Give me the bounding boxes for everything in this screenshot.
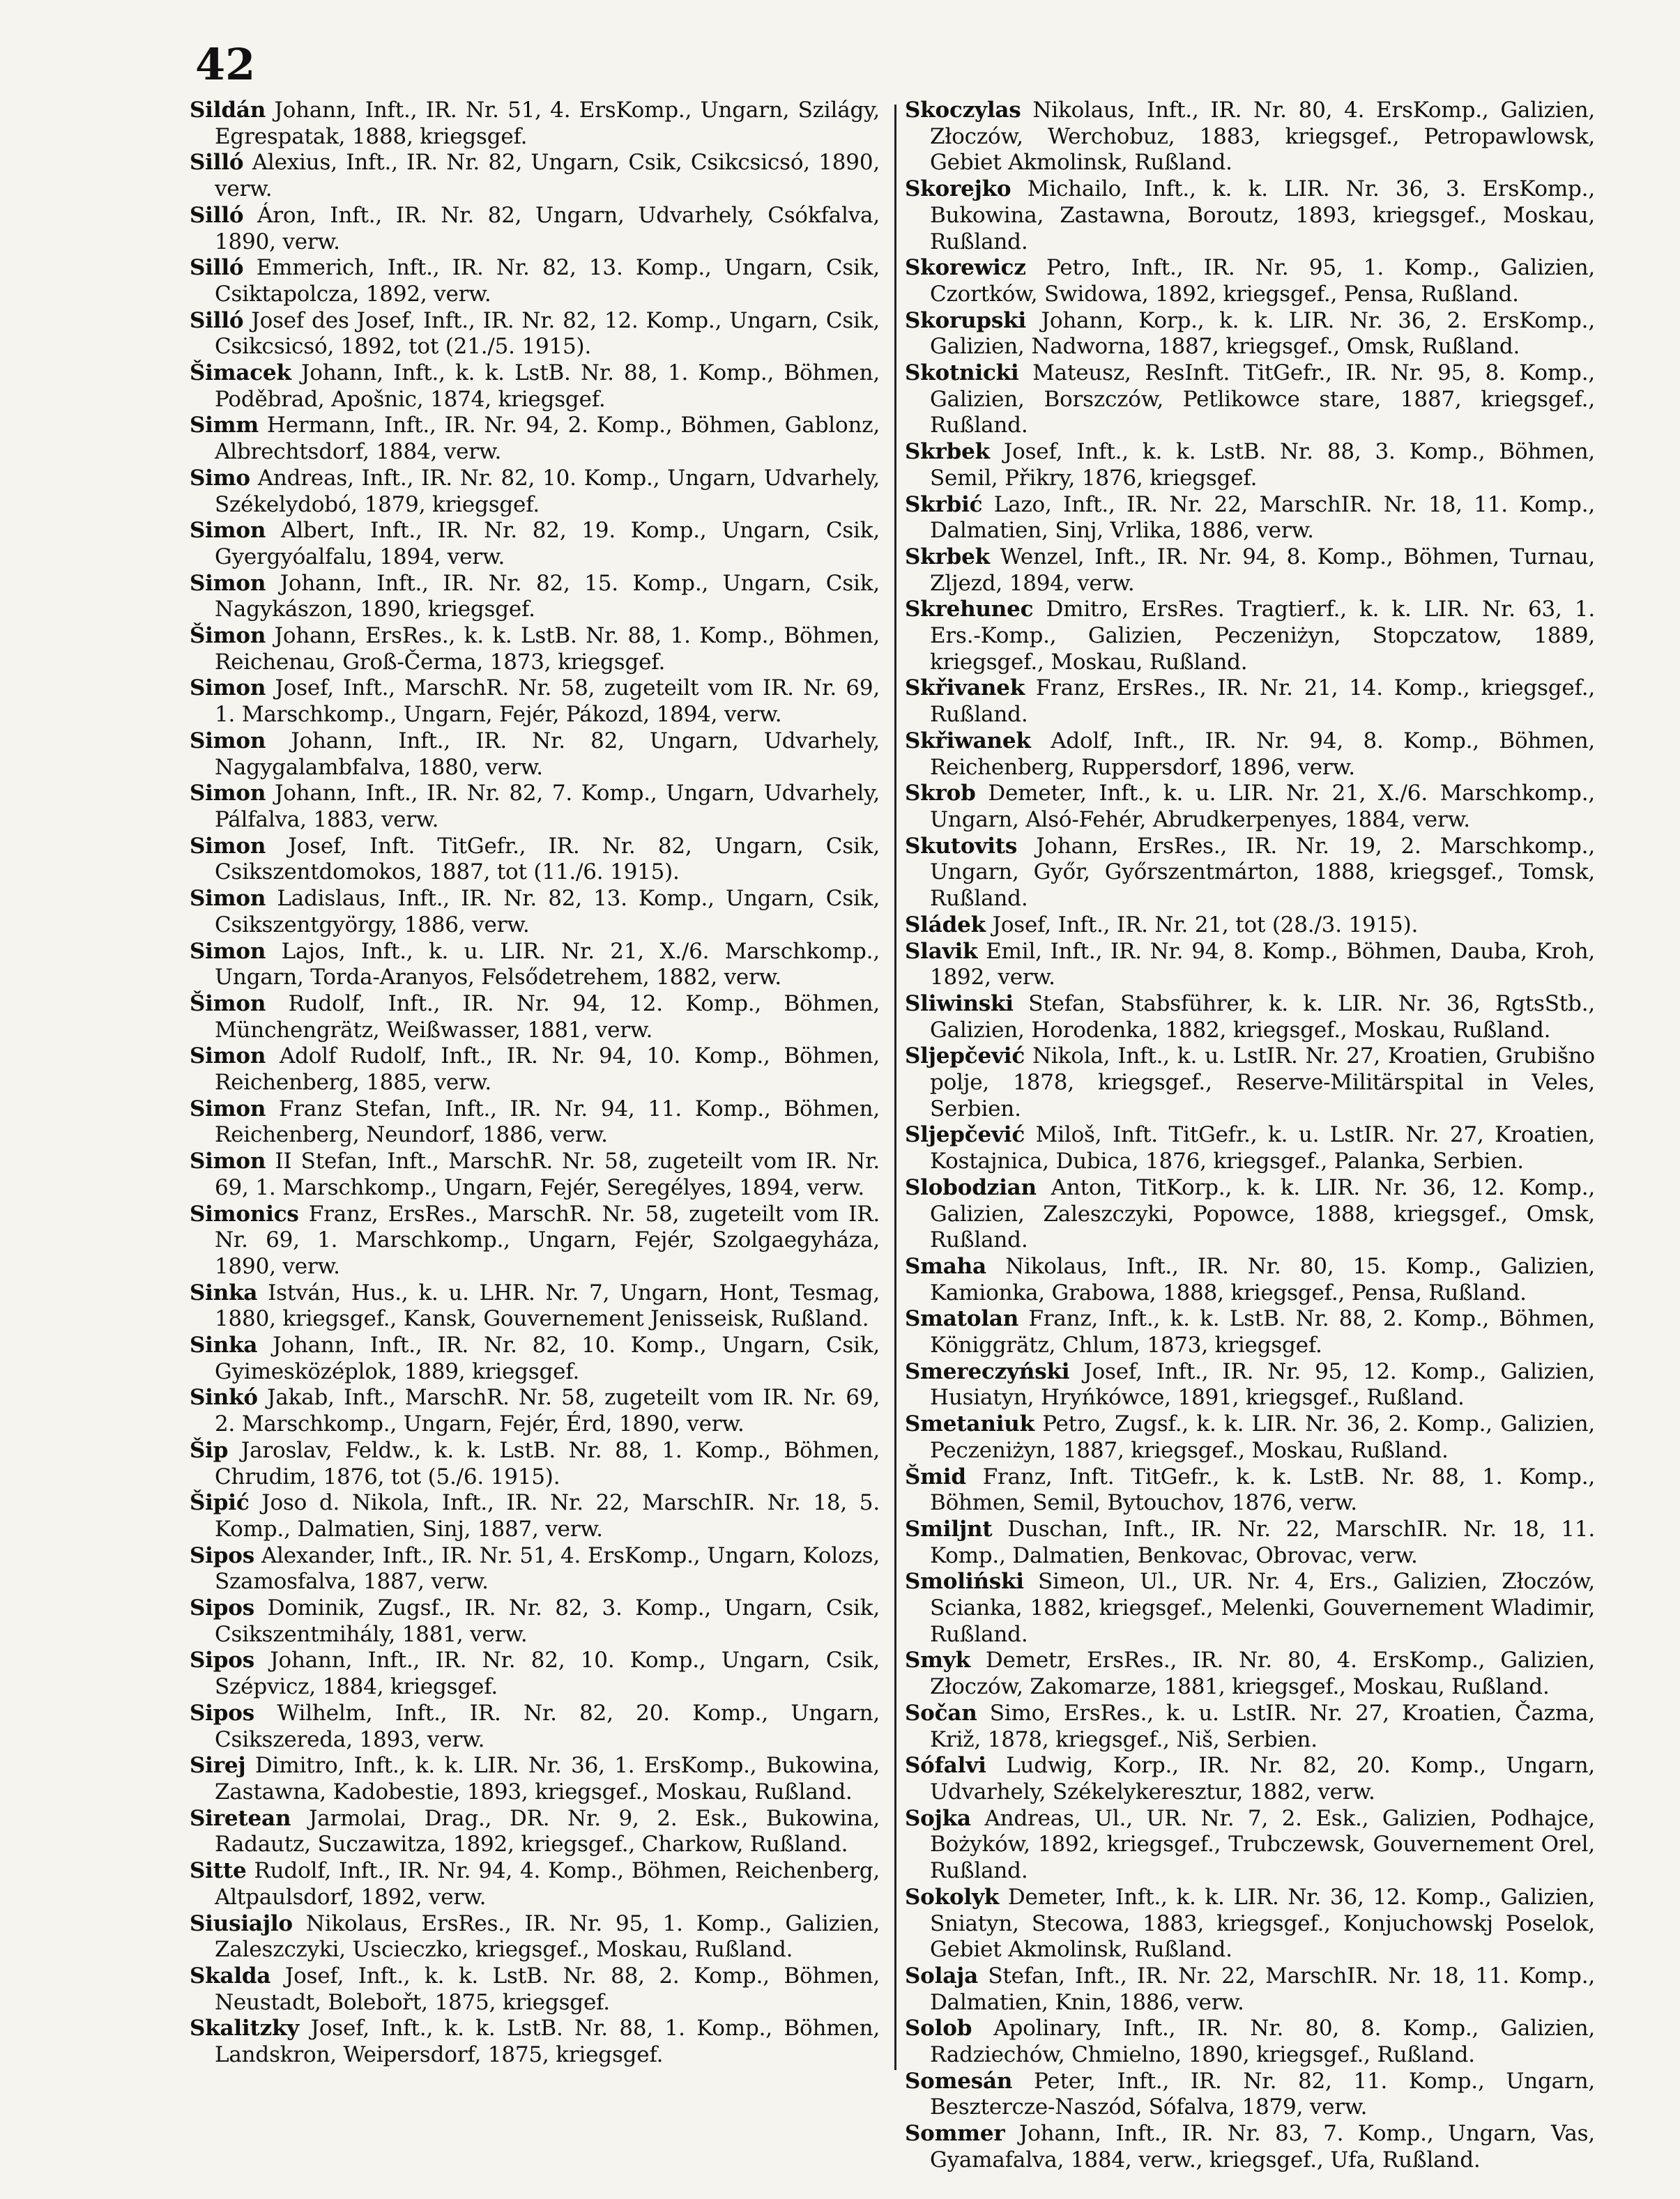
list-entry xyxy=(905,98,1595,176)
list-entry xyxy=(190,1595,880,1648)
list-entry xyxy=(190,1543,880,1595)
entry-surname: Sljepčević xyxy=(905,1043,1025,1069)
entry-surname: Simo xyxy=(190,465,250,491)
entry-details: Dmitro, ErsRes. Tragtierf., k. k. LIR. Nr. 63, 1. Ers.-Komp., Galizien, Peczeniżyn, Stopczatow, 1889, kriegsgef., Moskau, Rußland. xyxy=(930,597,1595,675)
entry-details: Josef des Josef, Inft., IR. Nr. 82, 12. Komp., Ungarn, Csik, Csikcsicsó, 1892, tot (21./5. 1915). xyxy=(215,307,880,360)
entry-details: Josef, Inft., k. k. LstB. Nr. 88, 2. Komp., Böhmen, Neustadt, Bolebořt, 1875, kriegsgef. xyxy=(215,1963,880,2015)
entry-details: Miloš, Inft. TitGefr., k. u. LstIR. Nr. 27, Kroatien, Kostajnica, Dubica, 1876, kriegsgef., Palanka, Serbien. xyxy=(930,1122,1595,1174)
entry-surname: Sirej xyxy=(190,1753,246,1779)
list-entry xyxy=(905,255,1595,307)
entry-surname: Simon xyxy=(190,886,266,912)
entry-surname: Simon xyxy=(190,675,266,701)
entry-surname: Silló xyxy=(190,150,244,176)
entry-surname: Sinka xyxy=(190,1280,258,1305)
entry-details: Johann, Inft., IR. Nr. 82, 10. Komp., Ungarn, Csik, Gyimesközéplok, 1889, kriegsgef. xyxy=(215,1333,880,1384)
entry-surname: Sófalvi xyxy=(905,1753,986,1779)
entry-details: Johann, Inft., IR. Nr. 82, Ungarn, Udvarhely, Nagygalambfalva, 1880, verw. xyxy=(215,728,880,780)
list-entry xyxy=(905,1569,1595,1648)
entry-details: Adolf, Inft., IR. Nr. 94, 8. Komp., Böhmen, Reichenberg, Ruppersdorf, 1896, verw. xyxy=(930,728,1595,780)
entry-details: Dominik, Zugsf., IR. Nr. 82, 3. Komp., Ungarn, Csik, Csikszentmihály, 1881, verw. xyxy=(215,1595,880,1647)
list-entry xyxy=(905,939,1595,991)
entry-surname: Sládek xyxy=(905,912,986,937)
list-entry xyxy=(905,1464,1595,1517)
entry-details: Josef, Inft. TitGefr., IR. Nr. 82, Ungarn, Csik, Csikszentdomokos, 1887, tot (11./6. 1915). xyxy=(215,833,880,885)
entry-details: Apolinary, Inft., IR. Nr. 80, 8. Komp., Galizien, Radziechów, Chmielno, 1890, kriegsgef., Rußland. xyxy=(930,2016,1595,2068)
entry-details: Mateusz, ResInft. TitGefr., IR. Nr. 95, 8. Komp., Galizien, Borszczów, Petlikowce stare, 1887, kriegsgef., Rußland. xyxy=(930,360,1595,438)
list-entry xyxy=(190,1753,880,1805)
entry-details: Johann, Inft., IR. Nr. 51, 4. ErsKomp., Ungarn, Szilágy, Egrespatak, 1888, kriegsgef. xyxy=(215,98,880,149)
entry-details: Ludwig, Korp., IR. Nr. 82, 20. Komp., Ungarn, Udvarhely, Székelykeresztur, 1882, verw. xyxy=(930,1753,1595,1805)
entry-surname: Šmid xyxy=(905,1464,966,1489)
entry-details: Lazo, Inft., IR. Nr. 22, MarschIR. Nr. 18, 11. Komp., Dalmatien, Sinj, Vrlika, 1886, verw. xyxy=(930,491,1596,544)
entry-details: Johann, ErsRes., k. k. LstB. Nr. 88, 1. Komp., Böhmen, Reichenau, Groß-Čerma, 1873, kriegsgef. xyxy=(215,623,880,675)
entry-surname: Šimacek xyxy=(190,360,291,386)
list-entry xyxy=(190,255,880,307)
entry-surname: Simon xyxy=(190,728,266,753)
list-entry xyxy=(905,1043,1595,1122)
list-entry xyxy=(190,623,880,675)
list-entry xyxy=(905,1701,1595,1753)
list-entry xyxy=(190,360,880,413)
entry-details: Josef, Inft., k. k. LstB. Nr. 88, 1. Komp., Böhmen, Landskron, Weipersdorf, 1875, kriegsgef. xyxy=(215,2016,880,2068)
list-entry xyxy=(190,203,880,255)
entry-surname: Sipos xyxy=(190,1595,254,1621)
list-entry xyxy=(190,1963,880,2016)
entry-details: Joso d. Nikola, Inft., IR. Nr. 22, MarschIR. Nr. 18, 5. Komp., Dalmatien, Sinj, 1887, verw. xyxy=(215,1490,880,1542)
left-column xyxy=(190,98,880,2069)
entry-details: Jaroslav, Feldw., k. k. LstB. Nr. 88, 1. Komp., Böhmen, Chrudim, 1876, tot (5./6. 1915). xyxy=(215,1437,880,1489)
list-entry xyxy=(905,597,1595,675)
list-entry xyxy=(905,308,1595,360)
entry-details: Johann, Inft., IR. Nr. 82, 7. Komp., Ungarn, Udvarhely, Pálfalva, 1883, verw. xyxy=(215,781,880,832)
entry-surname: Siretean xyxy=(190,1805,291,1831)
list-entry xyxy=(905,991,1595,1043)
list-entry xyxy=(905,1122,1595,1174)
entry-surname: Smatolan xyxy=(905,1306,1019,1332)
entry-details: Franz, Inft., k. k. LstB. Nr. 88, 2. Komp., Böhmen, Königgrätz, Chlum, 1873, kriegsgef. xyxy=(930,1306,1596,1358)
entry-surname: Simon xyxy=(190,518,266,544)
entry-surname: Smaha xyxy=(905,1253,986,1279)
entry-surname: Skorewicz xyxy=(905,255,1026,281)
entry-surname: Silló xyxy=(190,202,244,228)
entry-surname: Somesán xyxy=(905,2068,1013,2094)
entry-surname: Smiljnt xyxy=(905,1516,993,1542)
entry-surname: Simm xyxy=(190,413,259,438)
list-entry xyxy=(905,1648,1595,1700)
entry-details: Jakab, Inft., MarschR. Nr. 58, zugeteilt vom IR. Nr. 69, 2. Marschkomp., Ungarn, Fejér, Érd, 1890, verw. xyxy=(215,1385,880,1437)
entry-details: Alexius, Inft., IR. Nr. 82, Ungarn, Csik, Csikcsicsó, 1890, verw. xyxy=(215,150,880,202)
entry-surname: Sipos xyxy=(190,1700,254,1726)
list-entry xyxy=(190,518,880,570)
list-entry xyxy=(190,150,880,202)
list-entry xyxy=(190,675,880,728)
entry-details: Johann, Inft., IR. Nr. 82, 10. Komp., Ungarn, Csik, Szépvicz, 1884, kriegsgef. xyxy=(215,1648,880,1700)
entry-details: Hermann, Inft., IR. Nr. 94, 2. Komp., Böhmen, Gablonz, Albrechtsdorf, 1884, verw. xyxy=(215,413,880,465)
entry-surname: Siusiajlo xyxy=(190,1910,293,1936)
entry-surname: Sočan xyxy=(905,1700,977,1726)
entry-surname: Solaja xyxy=(905,1963,979,1989)
entry-details: Ladislaus, Inft., IR. Nr. 82, 13. Komp., Ungarn, Csik, Csikszentgyörgy, 1886, verw. xyxy=(215,886,880,937)
entry-surname: Sipos xyxy=(190,1542,254,1568)
entry-details: Nikola, Inft., k. u. LstIR. Nr. 27, Kroatien, Grubišno polje, 1878, kriegsgef., Reserve-Militärspital in Veles, Serbien. xyxy=(930,1043,1596,1121)
list-entry xyxy=(190,1911,880,1963)
entry-surname: Skrbek xyxy=(905,544,990,569)
entry-details: Franz, ErsRes., IR. Nr. 21, 14. Komp., kriegsgef., Rußland. xyxy=(930,675,1595,728)
entry-surname: Skotnicki xyxy=(905,360,1019,386)
list-entry xyxy=(905,728,1595,781)
list-entry xyxy=(190,466,880,518)
column-divider xyxy=(894,105,896,2070)
entry-details: Josef, Inft., k. k. LstB. Nr. 88, 3. Komp., Böhmen, Semil, Přikry, 1876, kriegsgef. xyxy=(930,439,1596,491)
list-entry xyxy=(905,1359,1595,1411)
entry-details: Simeon, Ul., UR. Nr. 4, Ers., Galizien, Złoczów, Scianka, 1882, kriegsgef., Melenki, Gouvernement Wladimir, Rußland. xyxy=(930,1569,1596,1647)
list-entry xyxy=(190,1043,880,1096)
entry-details: Rudolf, Inft., IR. Nr. 94, 4. Komp., Böhmen, Reichenberg, Altpaulsdorf, 1892, verw. xyxy=(215,1858,880,1910)
right-column xyxy=(905,98,1595,2174)
list-entry xyxy=(905,781,1595,833)
entry-details: Jarmolai, Drag., DR. Nr. 9, 2. Esk., Bukowina, Radautz, Suczawitza, 1892, kriegsgef., Charkow, Rußland. xyxy=(215,1805,880,1857)
entry-surname: Sojka xyxy=(905,1805,971,1831)
entry-details: Alexander, Inft., IR. Nr. 51, 4. ErsKomp., Ungarn, Kolozs, Szamosfalva, 1887, verw. xyxy=(215,1542,880,1595)
entry-details: Josef, Inft., IR. Nr. 21, tot (28./3. 1915). xyxy=(992,912,1419,937)
entry-details: Demeter, Inft., k. u. LIR. Nr. 21, X./6. Marschkomp., Ungarn, Alsó-Fehér, Abrudkerpenyes, 1884, verw. xyxy=(930,781,1596,832)
list-entry xyxy=(905,176,1595,255)
entry-surname: Šimon xyxy=(190,990,266,1016)
entry-surname: Skutovits xyxy=(905,833,1018,859)
entry-details: Wenzel, Inft., IR. Nr. 94, 8. Komp., Böhmen, Turnau, Zljezd, 1894, verw. xyxy=(930,544,1595,596)
entry-details: Franz Stefan, Inft., IR. Nr. 94, 11. Komp., Böhmen, Reichenberg, Neundorf, 1886, verw. xyxy=(215,1096,880,1148)
entry-surname: Skalda xyxy=(190,1963,271,1989)
entry-surname: Simon xyxy=(190,833,266,859)
list-entry xyxy=(190,834,880,886)
list-entry xyxy=(190,1096,880,1149)
entry-surname: Sipos xyxy=(190,1648,254,1673)
entry-surname: Šip xyxy=(190,1437,229,1463)
entry-surname: Sljepčević xyxy=(905,1122,1025,1148)
entry-details: Johann, ErsRes., IR. Nr. 19, 2. Marschkomp., Ungarn, Győr, Győrszentmárton, 1888, kriegsgef., Tomsk, Rußland. xyxy=(930,833,1595,912)
list-entry xyxy=(190,781,880,833)
entry-surname: Skrbić xyxy=(905,491,983,517)
list-entry xyxy=(190,1701,880,1753)
entry-surname: Smyk xyxy=(905,1648,970,1673)
entry-details: Wilhelm, Inft., IR. Nr. 82, 20. Komp., Ungarn, Csikszereda, 1893, verw. xyxy=(215,1700,880,1752)
list-entry xyxy=(190,1438,880,1490)
entry-details: Adolf Rudolf, Inft., IR. Nr. 94, 10. Komp., Böhmen, Reichenberg, 1885, verw. xyxy=(215,1043,880,1096)
entry-surname: Smoliński xyxy=(905,1569,1024,1595)
entry-surname: Simon xyxy=(190,570,266,596)
entry-surname: Sliwinski xyxy=(905,990,1014,1016)
entry-details: Andreas, Inft., IR. Nr. 82, 10. Komp., Ungarn, Udvarhely, Székelydobó, 1879, kriegsgef. xyxy=(215,465,880,517)
entry-details: István, Hus., k. u. LHR. Nr. 7, Ungarn, Hont, Tesmag, 1880, kriegsgef., Kansk, Gouvernement Jenisseisk, Rußland. xyxy=(215,1280,880,1332)
entry-surname: Skrehunec xyxy=(905,597,1034,622)
entry-details: Johann, Inft., IR. Nr. 82, 15. Komp., Ungarn, Csik, Nagykászon, 1890, kriegsgef. xyxy=(215,570,880,622)
entry-surname: Simonics xyxy=(190,1201,299,1227)
entry-surname: Skalitzky xyxy=(190,2016,300,2041)
entry-details: Johann, Korp., k. k. LIR. Nr. 36, 2. ErsKomp., Galizien, Nadworna, 1887, kriegsgef., Omsk, Rußland. xyxy=(930,307,1595,360)
list-entry xyxy=(190,1202,880,1280)
list-entry xyxy=(905,544,1595,597)
list-entry xyxy=(190,571,880,623)
entry-details: Michailo, Inft., k. k. LIR. Nr. 36, 3. ErsKomp., Bukowina, Zastawna, Boroutz, 1893, kriegsgef., Moskau, Rußland. xyxy=(930,176,1595,254)
entry-surname: Šimon xyxy=(190,623,266,649)
entry-surname: Sinkó xyxy=(190,1385,258,1411)
list-entry xyxy=(190,991,880,1043)
entry-details: Petro, Inft., IR. Nr. 95, 1. Komp., Galizien, Czortków, Swidowa, 1892, kriegsgef., Pensa, Rußland. xyxy=(930,255,1595,307)
list-entry xyxy=(905,492,1595,544)
entry-details: Franz, ErsRes., MarschR. Nr. 58, zugeteilt vom IR. Nr. 69, 1. Marschkomp., Ungarn, Fejér, Szolgaegyháza, 1890, verw. xyxy=(215,1201,880,1279)
entry-surname: Slavik xyxy=(905,938,978,964)
list-entry xyxy=(905,1753,1595,1805)
list-entry xyxy=(905,1175,1595,1254)
entry-surname: Simon xyxy=(190,938,266,964)
entry-details: Petro, Zugsf., k. k. LIR. Nr. 36, 2. Komp., Galizien, Peczeniżyn, 1887, kriegsgef., Moskau, Rußland. xyxy=(930,1411,1595,1463)
entry-details: Nikolaus, Inft., IR. Nr. 80, 4. ErsKomp., Galizien, Złoczów, Werchobuz, 1883, kriegsgef., Petropawlowsk, Gebiet Akmolinsk, Rußland. xyxy=(930,98,1596,176)
entry-surname: Simon xyxy=(190,1096,266,1121)
entry-surname: Smereczyński xyxy=(905,1358,1070,1384)
entry-surname: Skrob xyxy=(905,781,976,806)
entry-details: Dimitro, Inft., k. k. LIR. Nr. 36, 1. ErsKomp., Bukowina, Zastawna, Kadobestie, 1893, kriegsgef., Moskau, Rußland. xyxy=(215,1753,880,1805)
entry-surname: Sommer xyxy=(905,2121,1005,2147)
list-entry xyxy=(190,1858,880,1910)
entry-details: Duschan, Inft., IR. Nr. 22, MarschIR. Nr. 18, 11. Komp., Dalmatien, Benkovac, Obrovac, verw. xyxy=(930,1516,1595,1568)
list-entry xyxy=(905,439,1595,491)
list-entry xyxy=(190,1648,880,1700)
list-entry xyxy=(190,886,880,938)
list-entry xyxy=(905,1963,1595,2016)
entry-details: Johann, Inft., IR. Nr. 83, 7. Komp., Ungarn, Vas, Gyamafalva, 1884, verw., kriegsgef., Ufa, Rußland. xyxy=(930,2121,1595,2173)
entry-details: Johann, Inft., k. k. LstB. Nr. 88, 1. Komp., Böhmen, Poděbrad, Apošnic, 1874, kriegsgef. xyxy=(215,360,880,412)
entry-surname: Skoczylas xyxy=(905,98,1021,123)
list-entry xyxy=(905,1254,1595,1306)
entry-details: Simo, ErsRes., k. u. LstIR. Nr. 27, Kroatien, Čazma, Križ, 1878, kriegsgef., Niš, Serbien. xyxy=(930,1700,1595,1752)
entry-surname: Slobodzian xyxy=(905,1174,1037,1200)
list-entry xyxy=(190,939,880,991)
entry-surname: Sitte xyxy=(190,1858,247,1884)
entry-details: Nikolaus, Inft., IR. Nr. 80, 15. Komp., Galizien, Kamionka, Grabowa, 1888, kriegsgef., Pensa, Rußland. xyxy=(930,1253,1596,1305)
list-entry xyxy=(190,1490,880,1542)
list-entry xyxy=(905,2069,1595,2121)
list-entry xyxy=(190,1385,880,1437)
entry-details: Stefan, Stabsführer, k. k. LIR. Nr. 36, RgtsStb., Galizien, Horodenka, 1882, kriegsgef., Moskau, Rußland. xyxy=(930,990,1595,1043)
entry-surname: Skřivanek xyxy=(905,675,1025,701)
entry-surname: Silló xyxy=(190,307,244,333)
entry-surname: Sokolyk xyxy=(905,1884,1000,1910)
entry-details: Demetr, ErsRes., IR. Nr. 80, 4. ErsKomp., Galizien, Złoczów, Zakomarze, 1881, kriegsgef., Moskau, Rußland. xyxy=(930,1648,1595,1700)
list-entry xyxy=(905,1517,1595,1569)
list-entry xyxy=(190,1333,880,1385)
list-entry xyxy=(190,1149,880,1201)
entry-surname: Skřiwanek xyxy=(905,728,1031,753)
list-entry xyxy=(905,2121,1595,2173)
list-entry xyxy=(905,912,1595,939)
entry-details: Nikolaus, ErsRes., IR. Nr. 95, 1. Komp., Galizien, Zaleszczyki, Uscieczko, kriegsgef., Moskau, Rußland. xyxy=(215,1910,880,1963)
entry-surname: Solob xyxy=(905,2016,972,2041)
entry-surname: Smetaniuk xyxy=(905,1411,1034,1437)
entry-surname: Simon xyxy=(190,1043,266,1069)
list-entry xyxy=(905,2016,1595,2068)
entry-details: Josef, Inft., IR. Nr. 95, 12. Komp., Galizien, Husiatyn, Hryńkówce, 1891, kriegsgef., Rußland. xyxy=(930,1358,1595,1411)
list-entry xyxy=(905,1885,1595,1963)
list-entry xyxy=(905,1806,1595,1885)
entry-details: Franz, Inft. TitGefr., k. k. LstB. Nr. 88, 1. Komp., Böhmen, Semil, Bytouchov, 1876, verw. xyxy=(930,1464,1595,1516)
entry-details: Albert, Inft., IR. Nr. 82, 19. Komp., Ungarn, Csik, Gyergyóalfalu, 1894, verw. xyxy=(215,518,880,569)
list-entry xyxy=(905,834,1595,912)
entry-surname: Simon xyxy=(190,1149,266,1174)
entry-details: Anton, TitKorp., k. k. LIR. Nr. 36, 12. Komp., Galizien, Zaleszczyki, Popowce, 1888, kriegsgef., Omsk, Rußland. xyxy=(930,1174,1596,1253)
list-entry xyxy=(190,1806,880,1858)
entry-details: Emil, Inft., IR. Nr. 94, 8. Komp., Böhmen, Dauba, Kroh, 1892, verw. xyxy=(930,938,1595,990)
list-entry xyxy=(190,2016,880,2068)
entry-details: Stefan, Inft., IR. Nr. 22, MarschIR. Nr. 18, 11. Komp., Dalmatien, Knin, 1886, verw. xyxy=(930,1963,1596,2015)
entry-details: Áron, Inft., IR. Nr. 82, Ungarn, Udvarhely, Csókfalva, 1890, verw. xyxy=(215,202,880,254)
entry-details: Demeter, Inft., k. k. LIR. Nr. 36, 12. Komp., Galizien, Sniatyn, Stecowa, 1883, kriegsgef., Konjuchowskj Poselok, Gebiet Akmolinsk, Rußland. xyxy=(930,1884,1596,1963)
entry-surname: Skrbek xyxy=(905,439,990,465)
list-entry xyxy=(190,728,880,781)
list-entry xyxy=(905,360,1595,439)
entry-surname: Skorupski xyxy=(905,307,1026,333)
entry-surname: Sinka xyxy=(190,1333,258,1358)
list-entry xyxy=(905,1411,1595,1464)
list-entry xyxy=(190,413,880,465)
list-entry xyxy=(190,308,880,360)
entry-surname: Simon xyxy=(190,781,266,806)
entry-surname: Sildán xyxy=(190,98,266,123)
list-entry xyxy=(905,1306,1595,1358)
list-entry xyxy=(190,98,880,150)
entry-details: Lajos, Inft., k. u. LIR. Nr. 21, X./6. Marschkomp., Ungarn, Torda-Aranyos, Felsődetrehem, 1882, verw. xyxy=(215,938,880,990)
page-number: 42 xyxy=(195,39,256,90)
entry-details: Josef, Inft., MarschR. Nr. 58, zugeteilt vom IR. Nr. 69, 1. Marschkomp., Ungarn, Fejér, Pákozd, 1894, verw. xyxy=(215,675,880,728)
entry-details: Emmerich, Inft., IR. Nr. 82, 13. Komp., Ungarn, Csik, Csiktapolcza, 1892, verw. xyxy=(215,255,880,307)
entry-details: Andreas, Ul., UR. Nr. 7, 2. Esk., Galizien, Podhajce, Bożyków, 1892, kriegsgef., Trubczewsk, Gouvernement Orel, Rußland. xyxy=(930,1805,1596,1884)
entry-details: Rudolf, Inft., IR. Nr. 94, 12. Komp., Böhmen, Münchengrätz, Weißwasser, 1881, verw. xyxy=(215,990,880,1043)
list-entry xyxy=(905,675,1595,728)
entry-surname: Silló xyxy=(190,255,244,281)
entry-details: II Stefan, Inft., MarschR. Nr. 58, zugeteilt vom IR. Nr. 69, 1. Marschkomp., Ungarn, Fejér, Seregélyes, 1894, verw. xyxy=(215,1149,880,1200)
list-entry xyxy=(190,1280,880,1333)
entry-details: Peter, Inft., IR. Nr. 82, 11. Komp., Ungarn, Besztercze-Naszód, Sófalva, 1879, verw. xyxy=(930,2068,1595,2120)
entry-surname: Šipić xyxy=(190,1490,250,1516)
entry-surname: Skorejko xyxy=(905,176,1011,202)
